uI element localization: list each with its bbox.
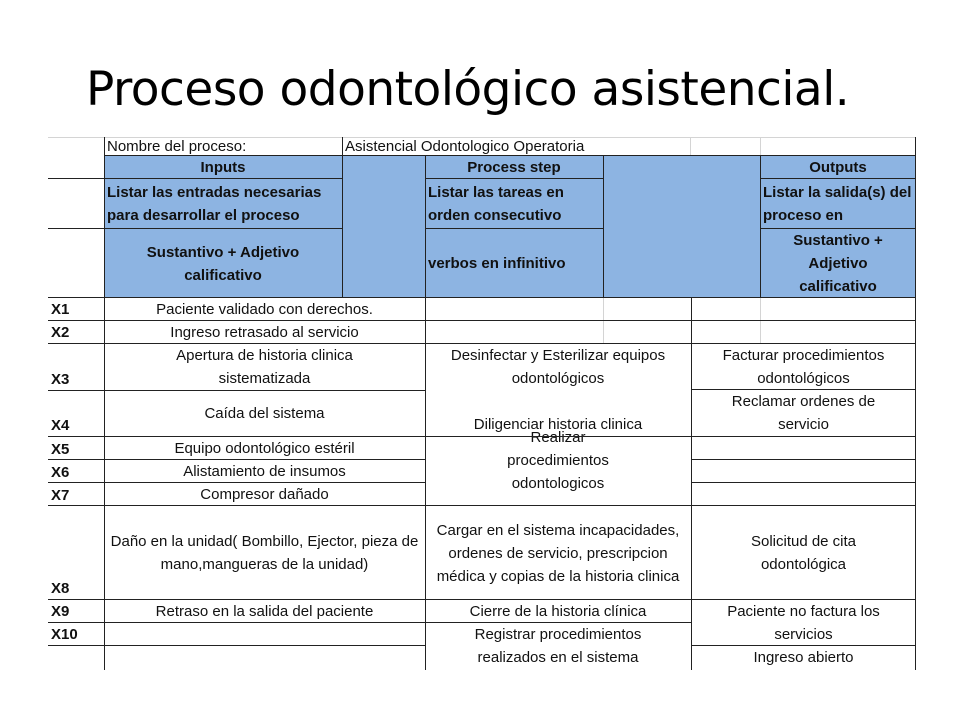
inputs-header: Inputs [200, 159, 246, 176]
process-step-cell: Registrar procedimientos realizados en el sistema [474, 626, 642, 666]
output-cell: Solicitud de cita odontológica [750, 533, 857, 573]
inputs-instruction: Listar las entradas necesarias para desarrollar el proceso [107, 184, 322, 224]
process-step-cell: Diligenciar historia clinica [473, 416, 643, 433]
input-cell: Paciente validado con derechos. [156, 301, 373, 318]
process-step-cell: Cargar en el sistema incapacidades, ordenes de servicio, prescripcion médica y copias de la historia clinica [436, 521, 680, 585]
row-label-x2: X2 [51, 324, 70, 341]
outputs-header: Outputs [809, 159, 867, 176]
row-label-x3: X3 [51, 371, 70, 388]
row-label-x4: X4 [51, 417, 70, 434]
input-cell [104, 623, 425, 646]
process-step-cell: Desinfectar y Esterilizar equipos odontológicos [450, 347, 666, 387]
output-cell: Facturar procedimientos odontológicos [722, 347, 885, 387]
outputs-format: Sustantivo + Adjetivo calificativo [793, 232, 883, 295]
outputs-instruction: Listar la salida(s) del proceso en [763, 184, 912, 224]
process-step-instruction: Listar las tareas en orden consecutivo [428, 184, 564, 224]
output-cell: Paciente no factura los servicios [727, 603, 880, 643]
output-cell: Reclamar ordenes de servicio [731, 393, 876, 433]
process-step-header: Process step [467, 159, 561, 176]
row-label-x6: X6 [51, 464, 70, 481]
input-cell: Retraso en la salida del paciente [155, 603, 374, 620]
row-label-x1: X1 [51, 301, 70, 318]
input-cell: Alistamiento de insumos [183, 463, 346, 480]
input-cell: Apertura de historia clinica sistematizada [176, 347, 353, 387]
inputs-format: Sustantivo + Adjetivo calificativo [146, 243, 300, 284]
input-cell: Compresor dañado [200, 486, 329, 503]
input-cell: Daño en la unidad( Bombillo, Ejector, pieza de mano,mangueras de la unidad) [110, 533, 419, 573]
process-step-cell: Realizar procedimientos odontologicos [507, 428, 609, 492]
input-cell: Equipo odontológico estéril [174, 440, 355, 457]
process-table [48, 137, 916, 670]
row-label-x10: X10 [51, 626, 78, 643]
row-label-x9: X9 [51, 603, 70, 620]
process-step-format: verbos en infinitivo [428, 255, 566, 272]
process-name-label: Nombre del proceso: [107, 138, 247, 155]
output-cell: Ingreso abierto [753, 649, 854, 666]
row-label-x8: X8 [51, 580, 70, 597]
process-name-value: Asistencial Odontologico Operatoria [345, 138, 585, 155]
input-cell: Ingreso retrasado al servicio [170, 324, 359, 341]
row-label-x7: X7 [51, 487, 70, 504]
process-step-cell: Cierre de la historia clínica [469, 603, 647, 620]
row-label-x5: X5 [51, 441, 70, 458]
input-cell: Caída del sistema [204, 404, 325, 422]
slide-title: Proceso odontológico asistencial. [86, 62, 850, 117]
